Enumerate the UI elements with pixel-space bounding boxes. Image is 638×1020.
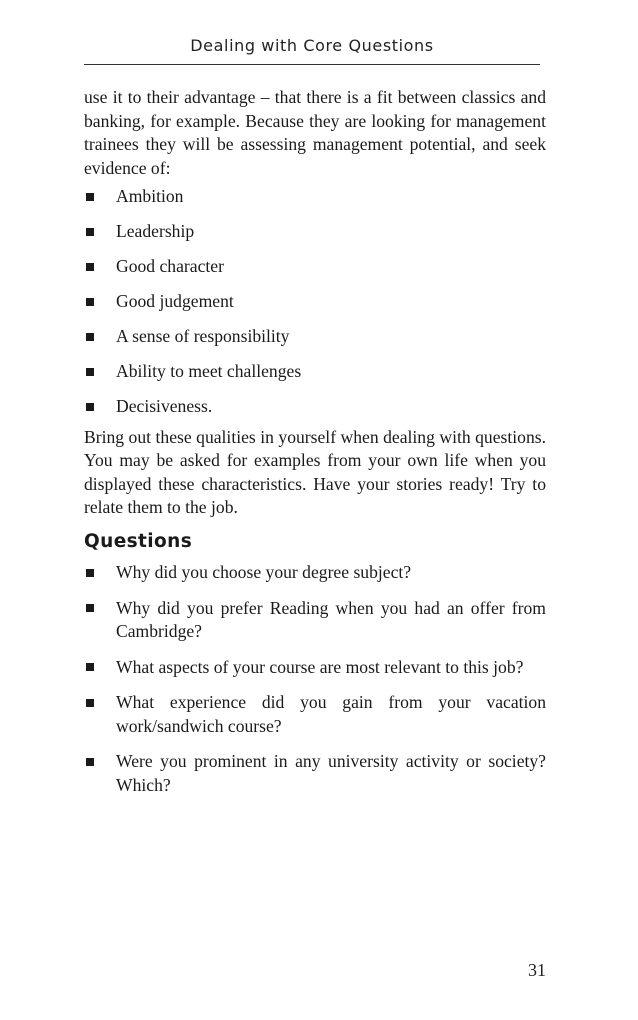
square-bullet-icon bbox=[86, 263, 94, 271]
square-bullet-icon bbox=[86, 403, 94, 411]
list-item-text: Decisiveness. bbox=[116, 396, 213, 416]
question-text: What aspects of your course are most relevant to this job? bbox=[116, 656, 524, 677]
questions-heading: Questions bbox=[84, 530, 193, 552]
square-bullet-icon bbox=[86, 368, 94, 376]
qualities-list bbox=[84, 185, 546, 419]
list-item bbox=[84, 597, 546, 644]
advice-paragraph: Bring out these qualities in yourself when dealing with questions. You may be asked for examples from your own life when you displayed these characteristics. Have your stories ready! Try to relate them to the job. bbox=[84, 426, 546, 517]
square-bullet-icon bbox=[86, 298, 94, 306]
list-item-text: Good judgement bbox=[116, 291, 234, 311]
list-item-text: Good character bbox=[116, 256, 224, 276]
list-item bbox=[84, 325, 546, 349]
square-bullet-icon bbox=[86, 699, 94, 707]
list-item-text: Leadership bbox=[116, 221, 195, 241]
question-text: Why did you choose your degree subject? bbox=[116, 562, 412, 582]
square-bullet-icon bbox=[86, 569, 94, 577]
square-bullet-icon bbox=[86, 604, 94, 612]
square-bullet-icon bbox=[86, 333, 94, 341]
square-bullet-icon bbox=[86, 228, 94, 236]
intro-paragraph: use it to their advantage – that there is a fit between classics and banking, for example. Because they are looking for management trainees they will be assessing management potential, and seek evidence of: bbox=[84, 87, 546, 178]
list-item bbox=[84, 750, 546, 797]
square-bullet-icon bbox=[86, 758, 94, 766]
list-item bbox=[84, 290, 546, 314]
question-text: Were you prominent in any university activity or society? Which? bbox=[116, 751, 546, 795]
running-header: Dealing with Core Questions bbox=[190, 36, 434, 55]
list-item bbox=[84, 255, 546, 279]
list-item bbox=[84, 220, 546, 244]
list-item-text: Ambition bbox=[116, 186, 184, 206]
list-item bbox=[84, 691, 546, 738]
list-item bbox=[84, 360, 546, 384]
list-item bbox=[84, 395, 546, 419]
question-text: Why did you prefer Reading when you had an offer from Cambridge? bbox=[116, 597, 546, 641]
square-bullet-icon bbox=[86, 663, 94, 671]
page-number: 31 bbox=[528, 960, 546, 980]
list-item-text: Ability to meet challenges bbox=[116, 361, 302, 381]
page-body bbox=[84, 86, 546, 809]
list-item bbox=[84, 185, 546, 209]
list-item-text: A sense of responsibility bbox=[116, 326, 290, 346]
question-text: What experience did you gain from your vacation work/sandwich course? bbox=[116, 692, 546, 736]
questions-list bbox=[84, 561, 546, 797]
header-rule bbox=[84, 64, 540, 65]
list-item bbox=[84, 561, 546, 585]
square-bullet-icon bbox=[86, 193, 94, 201]
list-item bbox=[84, 656, 546, 680]
